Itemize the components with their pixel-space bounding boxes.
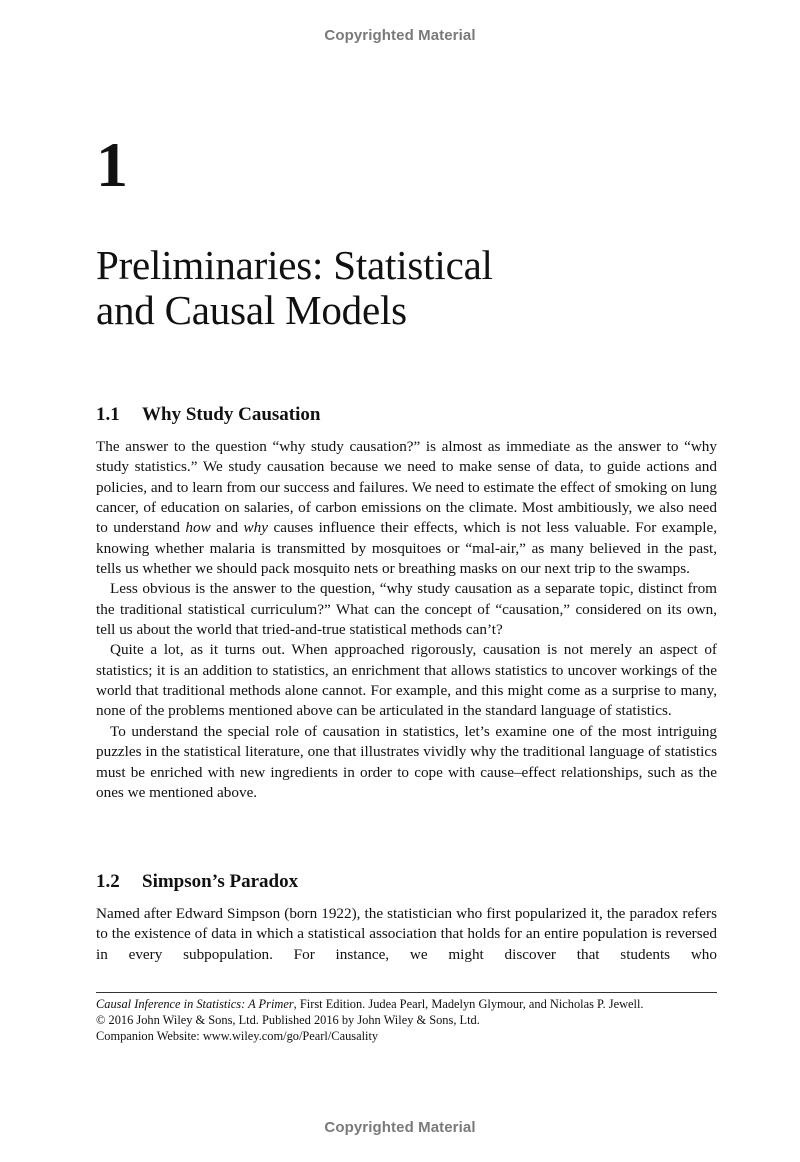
chapter-title-line-1: Preliminaries: Statistical: [96, 242, 493, 288]
book-title: Causal Inference in Statistics: A Primer: [96, 997, 294, 1011]
paragraph: Named after Edward Simpson (born 1922), the statistician who first popularized it, the paradox refers to the existence of data in which a statistical association that holds for an entire population is reversed in every subpopulation. For instance, we might discover that students who: [96, 905, 717, 963]
paragraph-text: and: [210, 519, 244, 537]
paragraph: Quite a lot, as it turns out. When approached rigorously, causation is not merely an aspect of statistics; it is an addition to statistics, an enrichment that allows statistics to uncover workings of the world that traditional methods alone cannot. For example, and this might come as a surprise to many, none of the problems mentioned above can be articulated in the standard language of statistics.: [96, 641, 717, 720]
chapter-title-line-2: and Causal Models: [96, 287, 407, 333]
copyright-watermark-bottom: Copyrighted Material: [324, 1119, 476, 1136]
emphasis-why: why: [243, 519, 269, 537]
section-title: Why Study Causation: [142, 404, 321, 425]
copyright-footnote: [96, 996, 736, 1044]
section-heading-1-1: [96, 403, 320, 427]
section-heading-1-2: [96, 870, 298, 894]
footnote-line-1: [96, 996, 736, 1012]
paragraph: To understand the special role of causation in statistics, let’s examine one of the most intriguing puzzles in the statistical literature, one that illustrates vividly why the traditional language of statistics must be enriched with new ingredients in order to cope with cause–effect relationships, such as the ones we mentioned above.: [96, 722, 717, 801]
paragraph: Less obvious is the answer to the question, “why study causation as a separate topic, distinct from the traditional statistical curriculum?” What can the concept of “causation,” considered on its own, tell us about the world that tried-and-true statistical methods can’t?: [96, 580, 717, 639]
section-title: Simpson’s Paradox: [142, 871, 299, 892]
paragraph: [96, 437, 717, 579]
chapter-title: [96, 243, 493, 333]
footnote-divider: [96, 992, 717, 993]
footnote-line-2: © 2016 John Wiley & Sons, Ltd. Published 2016 by John Wiley & Sons, Ltd.: [96, 1013, 480, 1027]
section-number: 1.1: [96, 404, 120, 425]
paragraph-text: The answer to the question “why study causation?” is almost as immediate as the answer to “why study statistics.” We study causation because we need to make sense of data, to guide actions and policies, and to learn from our success and failures. We need to estimate the effect of smoking on lung cancer, of education on salaries, of carbon emissions on the climate. Most ambitiously, we also need to understand: [96, 438, 717, 537]
chapter-number: 1: [96, 129, 128, 200]
copyright-watermark-top: Copyrighted Material: [324, 27, 476, 44]
section-1-1-body: [96, 437, 717, 803]
paragraph-text: causes influence their effects, which is not less valuable. For example, knowing whether malaria is transmitted by mosquitoes or “mal-air,” as many believed in the past, tells us whether we should pack mosquito nets or breathing masks on our next trip to the swamps.: [96, 519, 717, 578]
footnote-authors: , First Edition. Judea Pearl, Madelyn Glymour, and Nicholas P. Jewell.: [293, 997, 644, 1011]
section-1-2-body: [96, 904, 717, 965]
footnote-line-3: Companion Website: www.wiley.com/go/Pearl/Causality: [96, 1029, 379, 1043]
section-number: 1.2: [96, 871, 120, 892]
emphasis-how: how: [185, 519, 211, 537]
